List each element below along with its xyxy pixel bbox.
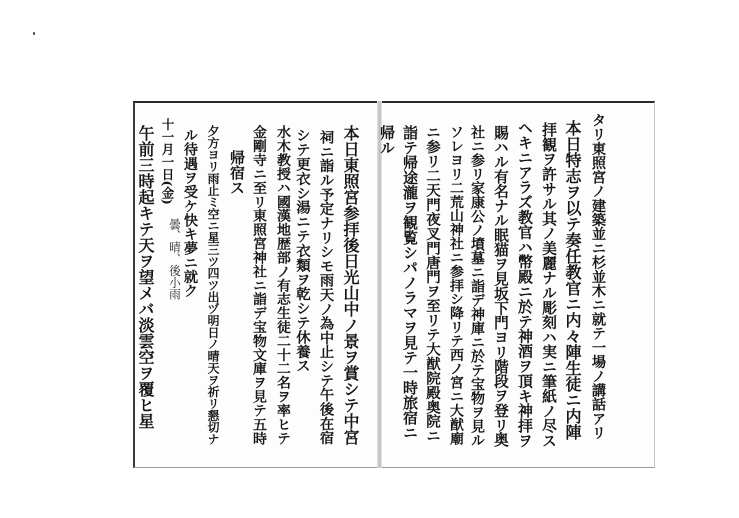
entry-weather: 曇、晴、後小雨 (168, 218, 182, 300)
diary-line: ヘキニアラズ教官ハ幣殿ニ於テ神酒ヲ頂キ神拝ヲ (516, 120, 534, 448)
diary-line: シテ更衣シ湯ニテ衣類ヲ乾シテ休養ス (294, 128, 311, 373)
diary-line: 祠ニ詣ル予定ナリシモ雨天ノ為中止シテ午後在宿 (318, 130, 334, 445)
diary-line: 社ニ参リ家康公ノ墳墓ニ詣デ神庫ニ於テ宝物ヲ見ル (469, 125, 485, 447)
diary-line: 金剛寺ニ至リ東照宮神社ニ詣デ宝物文庫ヲ見テ五時 (250, 125, 266, 445)
diary-line: 夕方ヨリ雨止ミ空ニ星三ツ四ツ出ヅ明日ノ晴天ヲ祈リ懇切ナ (206, 125, 220, 445)
entry-date: 十一月一日(金) (160, 118, 175, 205)
page-fold (377, 101, 382, 468)
diary-line: ソレヨリ二荒山神社ニ参拝シ降リテ西ノ宮ニ大猷廟 (447, 125, 463, 445)
diary-line: 帰宿ス (228, 150, 246, 195)
scan-speck (33, 32, 35, 35)
diary-line: 詣テ帰途瀧ヲ観覧シパノラマヲ見テ一時旅宿ニ (401, 125, 419, 440)
diary-line: 午前三時起キテ天ヲ望メバ淡雲空ヲ覆ヒ星 (136, 125, 155, 429)
diary-line: 本日特志ヲ以テ奏任教官ニ内々陣生徒ニ内陣 (563, 120, 582, 440)
diary-line: タリ東照宮ノ建築並ニ杉並木ニ就テ一場ノ講話アリ (590, 113, 606, 440)
diary-line: 拝観ヲ許サル其ノ美麗ナル彫刻ハ実ニ筆紙ノ尽ス (540, 122, 557, 448)
diary-line: 帰ル (378, 125, 396, 155)
diary-line: ニ参リ二天門夜叉門唐門ヲ至リテ大猷院殿奥院ニ (424, 125, 441, 443)
diary-line: 本日東照宮参拝後日光山中ノ景ヲ賞シテ中宮 (341, 125, 360, 445)
diary-line: 水木教授ハ國漢地歴部ノ有志生徒二十二名ヲ率ヒテ (274, 125, 290, 445)
diary-line: ル待遇ヲ受ケ快キ夢ニ就ク (182, 128, 198, 298)
diary-line: 賜ハル有名ナル眠猫ヲ見坂下門ヨリ階段ヲ登リ奥 (492, 125, 509, 447)
